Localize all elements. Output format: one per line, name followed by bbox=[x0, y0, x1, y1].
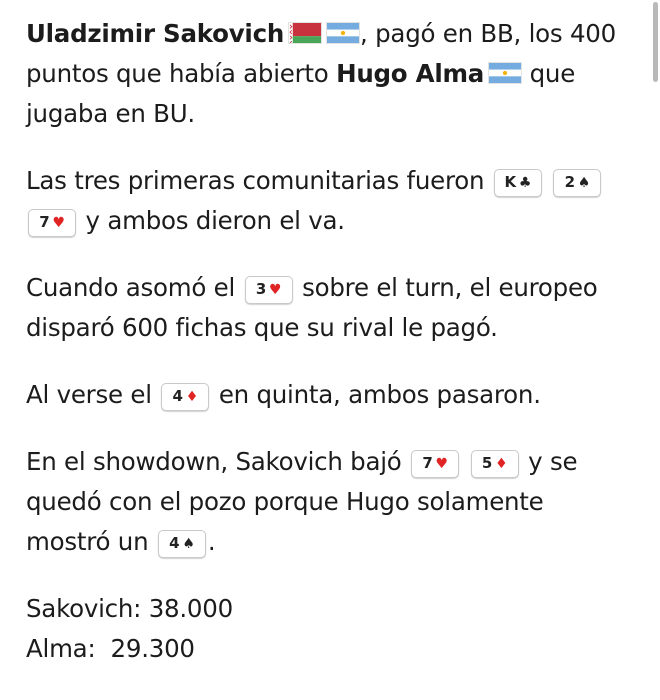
card-four-diamonds bbox=[161, 383, 209, 411]
card-rank: 5 bbox=[481, 454, 493, 472]
hearts-suit-icon: ♥ bbox=[435, 455, 448, 472]
paragraph-text: . bbox=[207, 527, 216, 556]
paragraph-turn bbox=[26, 268, 626, 348]
paragraph-preflop bbox=[26, 14, 626, 134]
hearts-suit-icon: ♥ bbox=[52, 214, 65, 231]
spades-suit-icon: ♠ bbox=[182, 535, 195, 552]
paragraph-text: que jugaba en BU. bbox=[26, 59, 576, 128]
article-body bbox=[26, 14, 626, 669]
paragraph-text: sobre el turn, el europeo disparó 600 fichas que su rival le pagó. bbox=[26, 273, 598, 342]
paragraph-text: Cuando asomó el bbox=[26, 273, 243, 302]
chip-count-sakovich: Sakovich: 38.000 bbox=[26, 594, 233, 623]
paragraph-text: En el showdown, Sakovich bajó bbox=[26, 447, 410, 476]
paragraph-river bbox=[26, 375, 626, 415]
card-three-hearts bbox=[245, 276, 293, 304]
card-rank: 2 bbox=[564, 173, 575, 191]
vertical-scrollbar[interactable] bbox=[653, 2, 658, 82]
paragraph-text: Las tres primeras comunitarias fueron bbox=[26, 166, 492, 195]
hearts-suit-icon: ♥ bbox=[269, 281, 282, 298]
card-rank: 3 bbox=[255, 280, 267, 298]
spades-suit-icon: ♠ bbox=[577, 174, 591, 191]
card-rank: 7 bbox=[422, 454, 433, 472]
belarus-flag-icon bbox=[288, 22, 322, 44]
card-rank: K bbox=[504, 173, 516, 191]
argentina-flag-icon bbox=[326, 22, 360, 44]
paragraph-showdown bbox=[26, 442, 626, 562]
player-name-alma[interactable]: Hugo Alma bbox=[336, 59, 485, 88]
paragraph-flop bbox=[26, 161, 626, 241]
card-seven-hearts bbox=[411, 450, 459, 478]
card-five-diamonds bbox=[471, 450, 519, 478]
card-king-clubs bbox=[494, 169, 542, 197]
chip-count-alma: Alma: 29.300 bbox=[26, 634, 195, 663]
paragraph-text: y se quedó con el pozo porque Hugo solamente mostró un bbox=[26, 447, 578, 556]
paragraph-text: en quinta, ambos pasaron. bbox=[211, 380, 541, 409]
player-name-sakovich[interactable]: Uladzimir Sakovich bbox=[26, 19, 285, 48]
argentina-flag-icon bbox=[488, 62, 522, 84]
paragraph-text: , pagó en BB, los 400 puntos que había abierto bbox=[26, 19, 616, 88]
paragraph-text: y ambos dieron el va. bbox=[78, 206, 345, 235]
diamonds-suit-icon: ♦ bbox=[185, 388, 199, 405]
clubs-suit-icon: ♣ bbox=[518, 174, 532, 191]
diamonds-suit-icon: ♦ bbox=[495, 455, 508, 472]
card-two-spades bbox=[553, 169, 601, 197]
card-four-spades bbox=[158, 530, 206, 558]
card-seven-hearts bbox=[28, 209, 76, 237]
paragraph-text: Al verse el bbox=[26, 380, 160, 409]
card-rank: 4 bbox=[169, 534, 180, 552]
card-rank: 7 bbox=[39, 213, 50, 231]
card-rank: 4 bbox=[172, 387, 183, 405]
